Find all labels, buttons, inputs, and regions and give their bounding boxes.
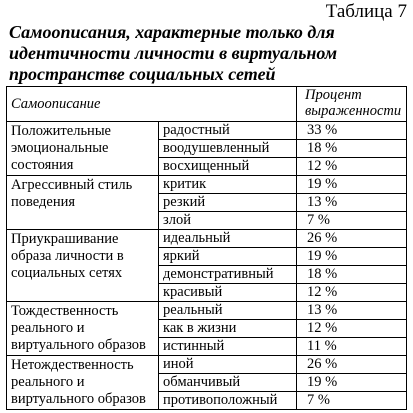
self-description-word: радостный — [159, 122, 297, 140]
self-description-word: истинный — [159, 338, 297, 356]
self-description-word: злой — [159, 212, 297, 230]
percent-value: 13 % — [297, 194, 407, 212]
group-label: Агрессивный стиль поведения — [7, 176, 159, 230]
percent-value: 26 % — [297, 230, 407, 248]
percent-value: 18 % — [297, 266, 407, 284]
self-description-word: как в жизни — [159, 320, 297, 338]
percent-value: 13 % — [297, 302, 407, 320]
self-description-word: идеальный — [159, 230, 297, 248]
table-caption: Самоописания, характерные только для идентичности личности в виртуальном пространстве социальных сетей — [9, 22, 338, 84]
header-description: Самоописание — [7, 87, 297, 122]
percent-value: 26 % — [297, 356, 407, 374]
table-row — [7, 230, 407, 248]
table-number: Таблица 7 — [325, 1, 407, 22]
self-description-word: красивый — [159, 284, 297, 302]
group-label: Тождественность реального и виртуального образов — [7, 302, 159, 356]
self-description-word: восхищенный — [159, 158, 297, 176]
percent-value: 12 % — [297, 158, 407, 176]
self-description-word: иной — [159, 356, 297, 374]
group-label: Положительные эмоциональные состояния — [7, 122, 159, 176]
self-description-word: демонстративный — [159, 266, 297, 284]
self-description-word: обманчивый — [159, 374, 297, 392]
table-row — [7, 356, 407, 374]
table-body — [7, 122, 407, 410]
percent-value: 7 % — [297, 212, 407, 230]
percent-value: 19 % — [297, 248, 407, 266]
percent-value: 12 % — [297, 320, 407, 338]
percent-value: 19 % — [297, 374, 407, 392]
self-description-word: противоположный — [159, 392, 297, 410]
table-row — [7, 122, 407, 140]
self-description-word: резкий — [159, 194, 297, 212]
self-description-word: реальный — [159, 302, 297, 320]
percent-value: 11 % — [297, 338, 407, 356]
table-row — [7, 302, 407, 320]
percent-value: 18 % — [297, 140, 407, 158]
self-description-table — [6, 86, 407, 410]
header-percent: Процент выраженности — [297, 87, 407, 122]
group-label: Нетождественность реального и виртуального образов — [7, 356, 159, 410]
percent-value: 12 % — [297, 284, 407, 302]
table-header-row — [7, 87, 407, 122]
percent-value: 19 % — [297, 176, 407, 194]
table-row — [7, 176, 407, 194]
group-label: Приукрашивание образа личности в социальных сетях — [7, 230, 159, 302]
percent-value: 7 % — [297, 392, 407, 410]
self-description-word: яркий — [159, 248, 297, 266]
self-description-word: воодушевленный — [159, 140, 297, 158]
percent-value: 33 % — [297, 122, 407, 140]
self-description-word: критик — [159, 176, 297, 194]
